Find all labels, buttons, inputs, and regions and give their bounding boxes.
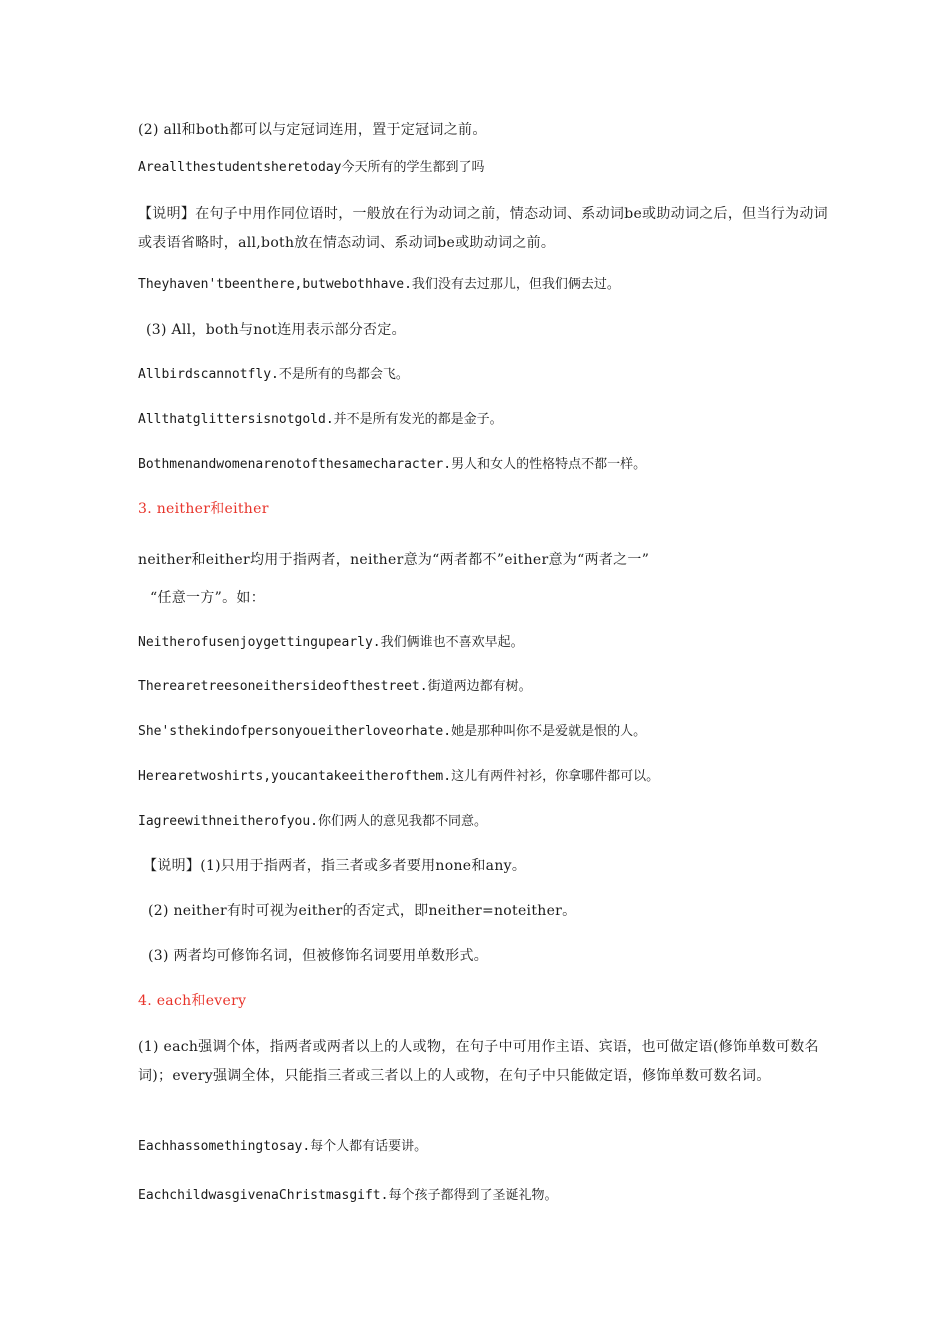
example-sentence: Bothmenandwomenarenotofthesamecharacter.男人和女人的性格特点不都一样。 (138, 457, 647, 472)
example-sentence: Allthatglittersisnotgold.并不是所有发光的都是金子。 (138, 412, 503, 427)
example-sentence: EachchildwasgivenaChristmasgift.每个孩子都得到了圣诞礼物。 (138, 1188, 558, 1203)
example-sentence: Iagreewithneitherofyou.你们两人的意见我都不同意。 (138, 814, 488, 829)
example-sentence: Herearetwoshirts,youcantakeeitherofthem.这儿有两件衬衫，你拿哪件都可以。 (138, 769, 660, 784)
example-sentence: Therearetreesoneithersideofthestreet.街道两边都有树。 (138, 679, 532, 694)
example-sentence: She'sthekindofpersonyoueitherloveorhate.她是那种叫你不是爱就是恨的人。 (138, 724, 647, 739)
note-paragraph: 【说明】(1)只用于指两者，指三者或多者要用none和any。 (143, 858, 527, 874)
example-sentence: Areallthestudentsheretoday今天所有的学生都到了吗 (138, 160, 485, 175)
paragraph-all-both-definite-article: (2) all和both都可以与定冠词连用，置于定冠词之前。 (138, 122, 487, 138)
note-paragraph: 【说明】在句子中用作同位语时，一般放在行为动词之前，情态动词、系动词be或助动词之后，但当行为动词或表语省略时，all,both放在情态动词、系动词be或助动词之前。 (138, 206, 828, 251)
paragraph-neither-either: neither和either均用于指两者，neither意为“两者都不”either意为“两者之一” (138, 552, 650, 568)
paragraph-each-every: (1) each强调个体，指两者或两者以上的人或物，在句子中可用作主语、宾语，也可做定语(修饰单数可数名词)；every强调全体，只能指三者或三者以上的人或物，在句子中只能做定语，修饰单数可数名词。 (138, 1039, 819, 1084)
note-item: (2) neither有时可视为either的否定式，即neither=noteither。 (148, 903, 577, 919)
section-heading-each-every: 4. each和every (138, 993, 247, 1009)
paragraph-neither-either-cont: “任意一方”。如： (150, 590, 266, 606)
section-heading-neither-either: 3. neither和either (138, 501, 269, 517)
example-sentence: Theyhaven'tbeenthere,butwebothhave.我们没有去过那儿，但我们俩去过。 (138, 277, 620, 292)
note-item: (3) 两者均可修饰名词，但被修饰名词要用单数形式。 (148, 948, 489, 964)
paragraph-partial-negation: (3) All，both与not连用表示部分否定。 (146, 322, 406, 338)
example-sentence: Eachhassomethingtosay.每个人都有话要讲。 (138, 1139, 428, 1154)
example-sentence: Allbirdscannotfly.不是所有的鸟都会飞。 (138, 367, 409, 382)
example-sentence: Neitherofusenjoygettingupearly.我们俩谁也不喜欢早起。 (138, 635, 524, 650)
